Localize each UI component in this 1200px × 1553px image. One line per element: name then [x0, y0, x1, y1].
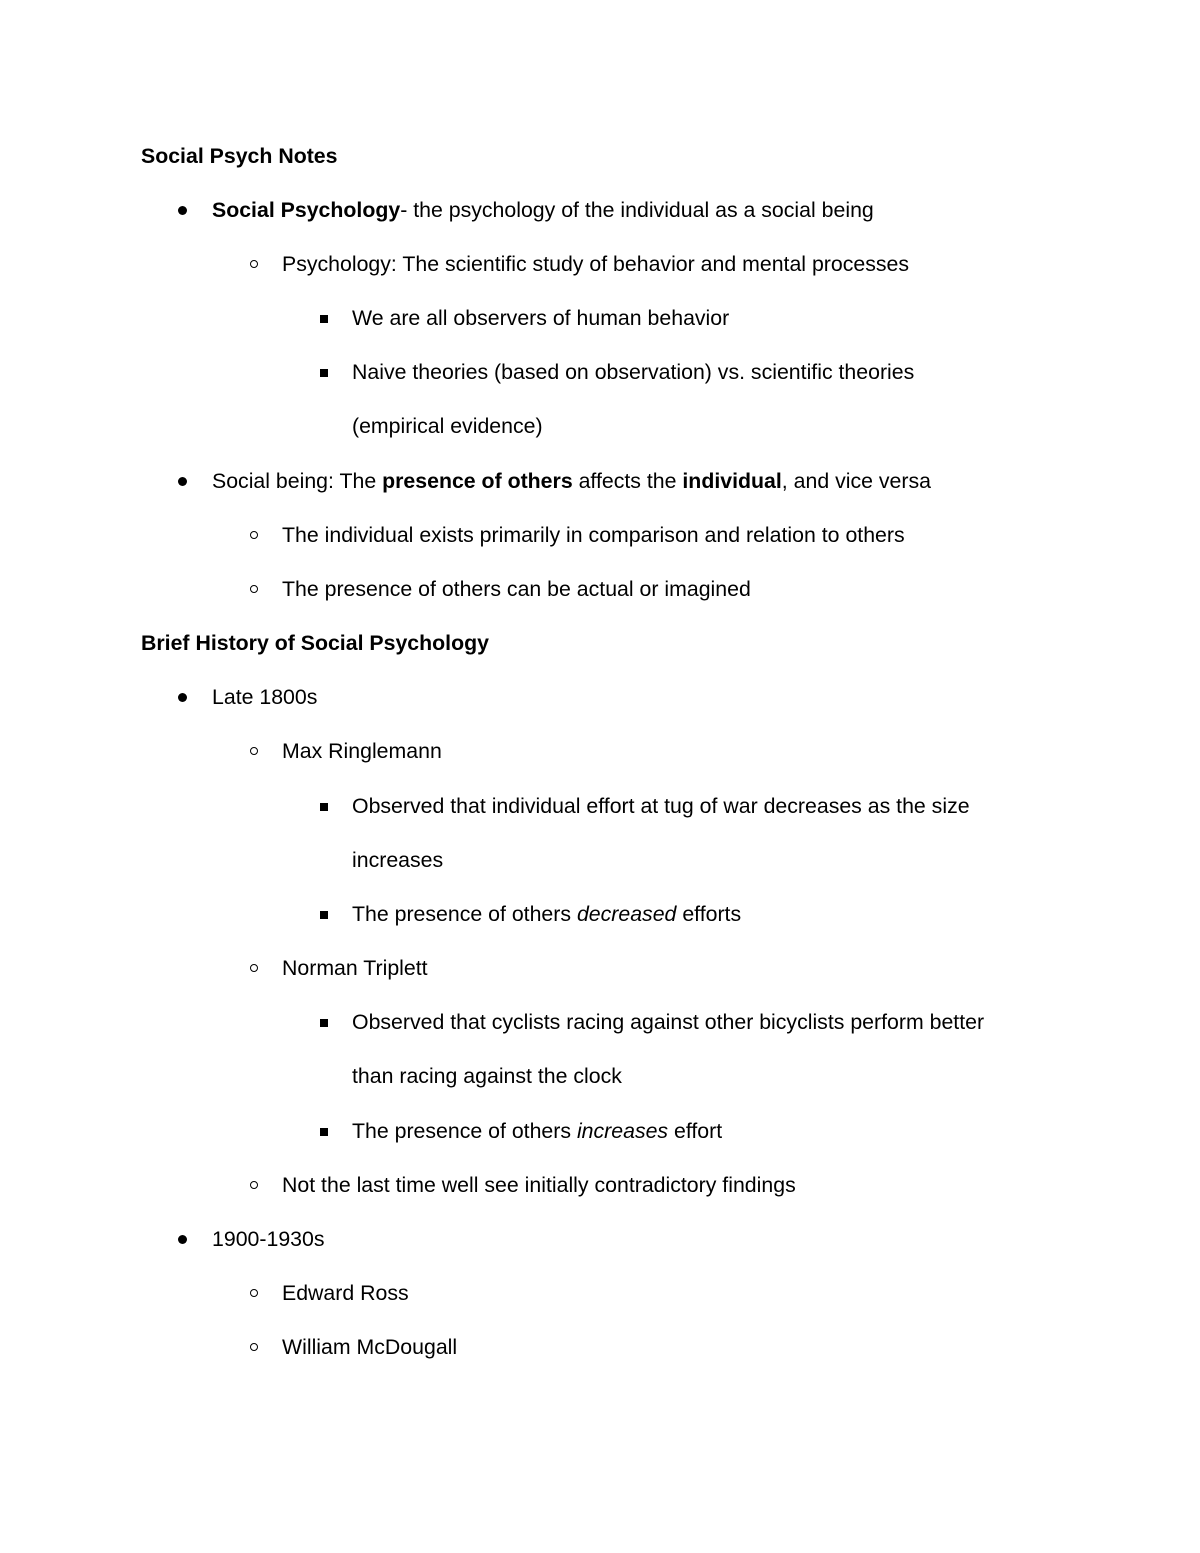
bullet-hollow-circle	[250, 1289, 258, 1297]
list-item: We are all observers of human behavior	[352, 306, 730, 330]
bold-presence-of-others: presence of others	[382, 469, 573, 493]
bullet-hollow-circle	[250, 747, 258, 755]
text-segment: affects the	[572, 469, 683, 493]
list-item	[352, 1121, 722, 1142]
bullet-hollow-circle	[250, 1181, 258, 1189]
list-item: Observed that cyclists racing against other bicyclists perform better	[352, 1010, 985, 1034]
list-item: Norman Triplett	[282, 956, 428, 980]
bold-individual: individual	[682, 469, 782, 493]
list-item	[212, 471, 931, 492]
list-item: Late 1800s	[212, 685, 318, 709]
list-item: Max Ringlemann	[282, 739, 442, 763]
bullet-hollow-circle	[250, 964, 258, 972]
bullet-hollow-circle	[250, 260, 258, 268]
bullet-square	[320, 911, 328, 919]
list-item: 1900-1930s	[212, 1227, 325, 1251]
italic-decreased: decreased	[576, 902, 677, 926]
list-item-continuation: than racing against the clock	[352, 1064, 622, 1088]
bullet-filled-circle	[178, 477, 187, 486]
bullet-hollow-circle	[250, 585, 258, 593]
list-item	[212, 200, 874, 221]
bullet-filled-circle	[178, 206, 187, 215]
list-item: William McDougall	[282, 1335, 458, 1359]
list-item: The individual exists primarily in comparison and relation to others	[282, 523, 905, 547]
bullet-square	[320, 369, 328, 377]
text-segment: efforts	[676, 902, 742, 926]
list-item: Psychology: The scientific study of behavior and mental processes	[282, 252, 910, 276]
text-segment: Social being: The	[212, 469, 383, 493]
bullet-square	[320, 315, 328, 323]
term-social-psychology: Social Psychology	[212, 198, 401, 222]
text-segment: The presence of others	[352, 902, 577, 926]
list-item: Naive theories (based on observation) vs. scientific theories	[352, 360, 915, 384]
definition-text: - the psychology of the individual as a social being	[400, 198, 874, 222]
list-item-continuation: increases	[352, 848, 444, 872]
list-item	[352, 904, 741, 925]
bullet-hollow-circle	[250, 1343, 258, 1351]
text-segment: , and vice versa	[781, 469, 931, 493]
section-heading: Brief History of Social Psychology	[141, 631, 489, 655]
list-item: Not the last time well see initially contradictory findings	[282, 1173, 796, 1197]
list-item: The presence of others can be actual or imagined	[282, 577, 751, 601]
list-item: Observed that individual effort at tug of war decreases as the size	[352, 794, 970, 818]
bullet-filled-circle	[178, 693, 187, 702]
list-item-continuation: (empirical evidence)	[352, 414, 543, 438]
text-segment: effort	[668, 1119, 723, 1143]
document-title: Social Psych Notes	[141, 144, 338, 168]
bullet-square	[320, 803, 328, 811]
list-item: Edward Ross	[282, 1281, 409, 1305]
text-segment: The presence of others	[352, 1119, 577, 1143]
bullet-filled-circle	[178, 1235, 187, 1244]
bullet-hollow-circle	[250, 531, 258, 539]
bullet-square	[320, 1128, 328, 1136]
italic-increases: increases	[576, 1119, 669, 1143]
bullet-square	[320, 1019, 328, 1027]
